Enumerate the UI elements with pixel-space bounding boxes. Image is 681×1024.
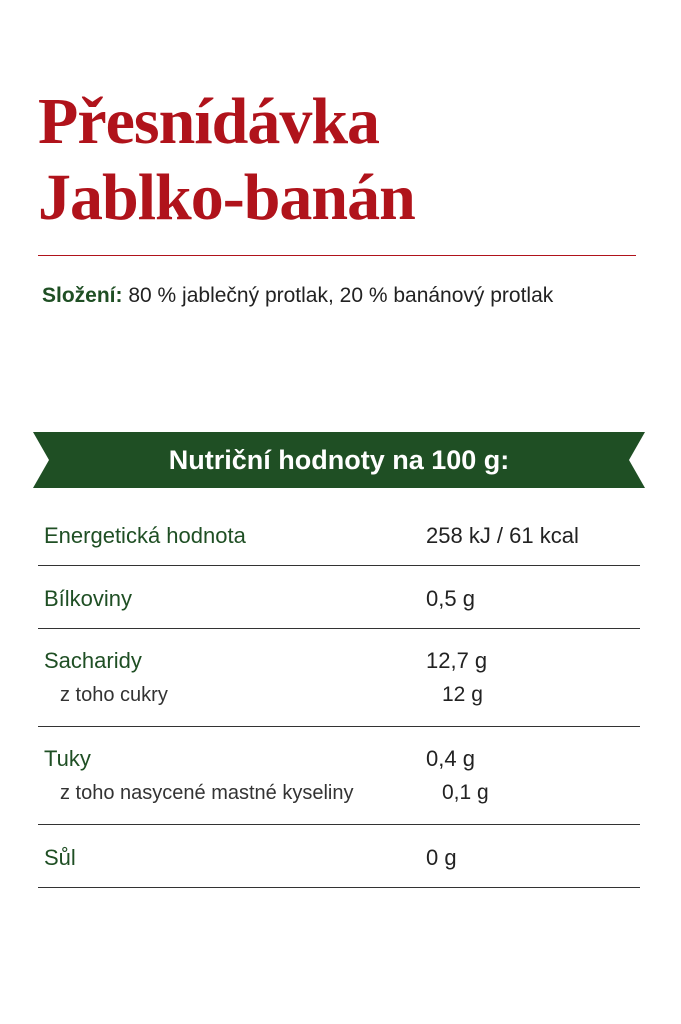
table-group-energy xyxy=(38,503,640,566)
table-group-fat xyxy=(38,727,640,825)
table-row xyxy=(38,841,640,875)
row-value: 0,5 g xyxy=(426,586,475,611)
nutrition-table xyxy=(38,503,640,888)
row-value: 258 kJ / 61 kcal xyxy=(426,523,579,548)
table-group-protein xyxy=(38,566,640,629)
row-value: 0 g xyxy=(426,845,457,870)
composition-text: 80 % jablečný protlak, 20 % banánový protlak xyxy=(128,284,554,307)
row-value: 12 g xyxy=(442,683,483,706)
composition-label: Složení: xyxy=(42,284,123,307)
row-name: z toho cukry xyxy=(60,684,168,706)
table-group-carbs xyxy=(38,629,640,727)
row-value: 0,1 g xyxy=(442,781,489,804)
title-divider xyxy=(38,255,636,256)
row-name: Bílkoviny xyxy=(44,586,133,611)
product-title-line-2: Jablko-banán xyxy=(38,161,415,234)
table-row xyxy=(38,644,640,678)
table-row xyxy=(38,742,640,776)
product-title xyxy=(38,84,638,236)
table-row xyxy=(38,582,640,616)
row-value: 0,4 g xyxy=(426,746,475,771)
nutrition-heading: Nutriční hodnoty na 100 g: xyxy=(168,445,510,475)
composition xyxy=(42,284,642,308)
row-name: Sůl xyxy=(44,845,76,870)
table-row-sub xyxy=(38,776,640,810)
nutrition-banner xyxy=(33,432,645,488)
table-row-sub xyxy=(38,678,640,712)
row-name: Tuky xyxy=(44,746,91,771)
table-group-salt xyxy=(38,825,640,888)
product-title-line-1: Přesnídávka xyxy=(38,85,380,158)
row-name: Sacharidy xyxy=(44,648,142,673)
table-row xyxy=(38,519,640,553)
row-name: Energetická hodnota xyxy=(44,523,246,548)
row-value: 12,7 g xyxy=(426,648,488,673)
row-name: z toho nasycené mastné kyseliny xyxy=(60,782,354,804)
